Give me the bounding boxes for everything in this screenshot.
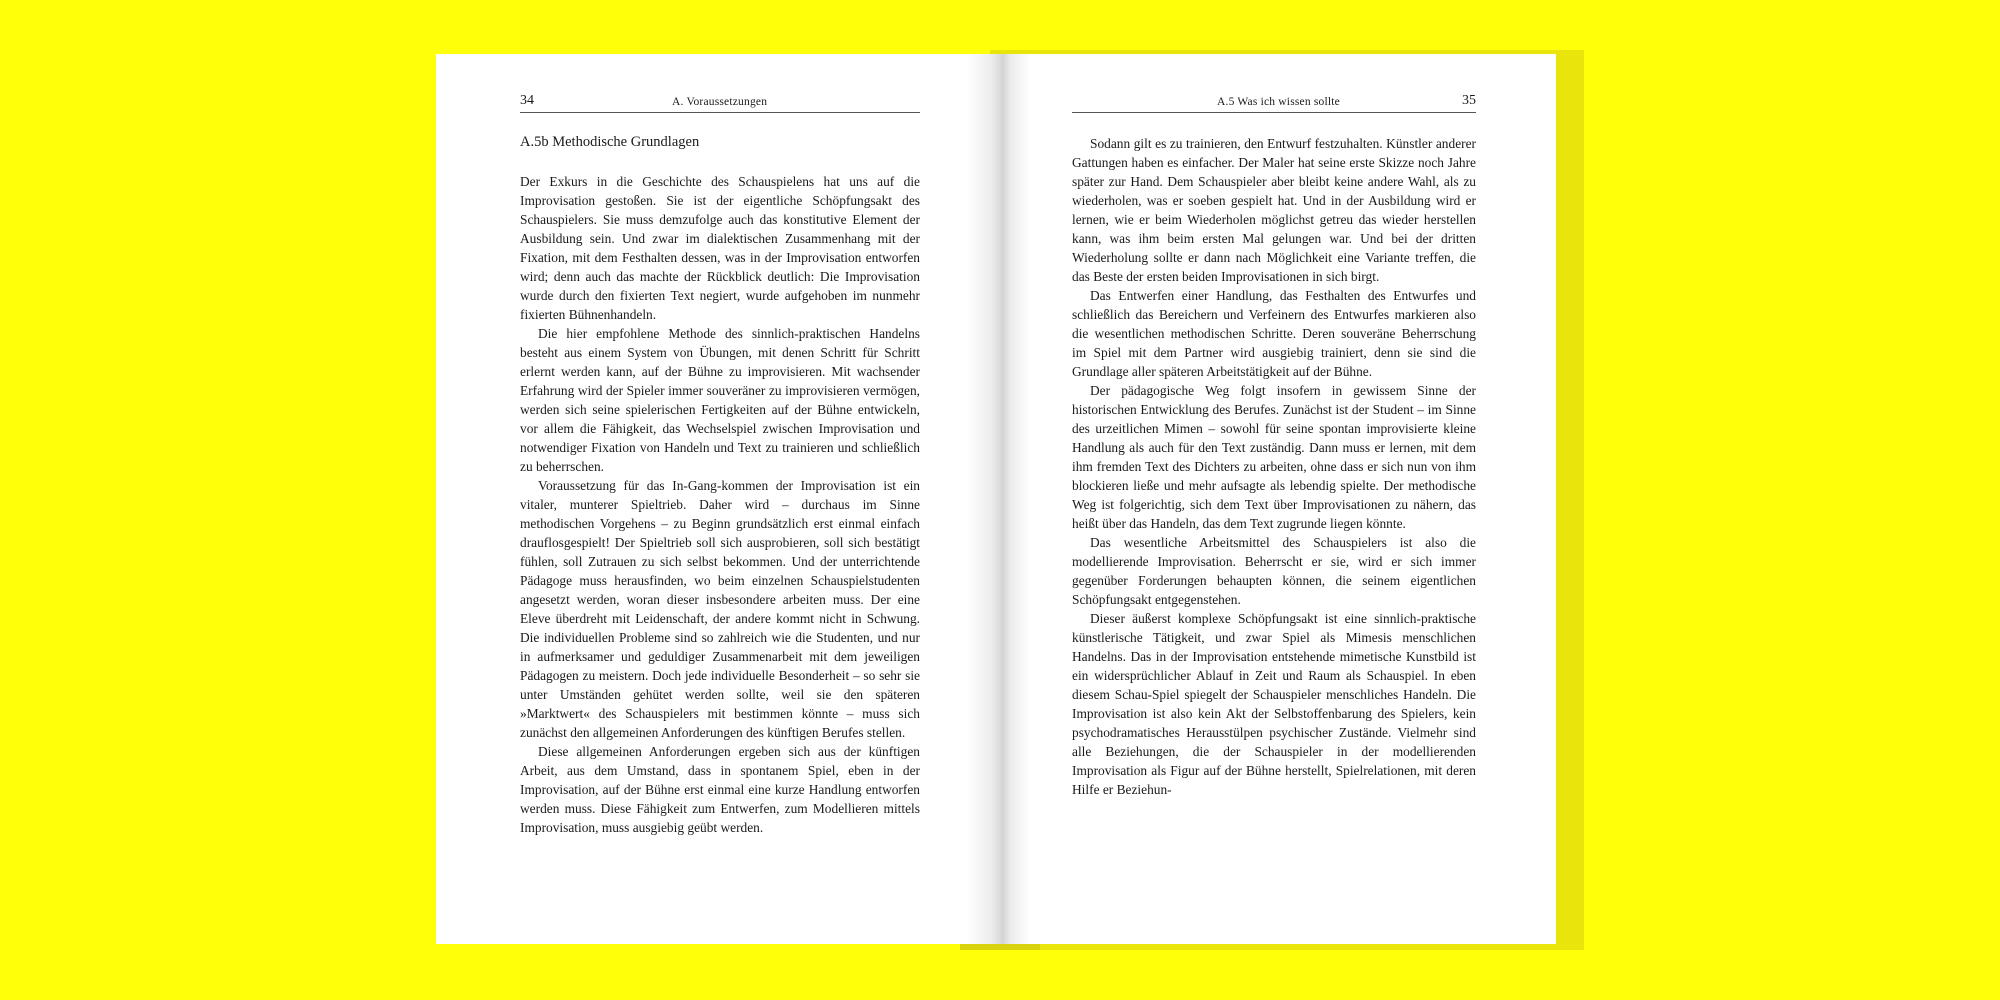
left-page-body [520, 172, 920, 837]
right-page [1002, 54, 1556, 944]
left-page [436, 54, 1002, 944]
paragraph: Dieser äußerst komplexe Schöpfungsakt ist eine sinnlich-praktische künstlerische Tätigkeit, und zwar Spiel als Mimesis menschlichen Handelns. Das in der Improvisation entstehende mimetische Kunstbild ist ein widersprüchlicher Ablauf in Zeit und Raum als Schauspiel. In eben diesem Schau-Spiel spiegelt der Schauspieler menschliches Handeln. Die Improvisation ist also kein Akt der Selbstoffenbarung des Spielers, kein psychodramatisches Herausstülpen psychischer Zustände. Vielmehr sind alle Beziehungen, die der Schauspieler in der modellierenden Improvisation als Figur auf der Bühne herstellt, Spielrelationen, mit deren Hilfe er Beziehun- [1072, 611, 1476, 797]
paragraph: Voraussetzung für das In-Gang-kommen der Improvisation ist ein vitaler, munterer Spieltrieb. Daher wird – durchaus im Sinne methodischen Vorgehens – zu Beginn grundsätzlich erst einmal einfach drauflosgespielt! Der Spieltrieb soll sich ausprobieren, soll sich bestätigt fühlen, soll Zutrauen zu sich selbst bekommen. Und der unterrichtende Pädagoge muss herausfinden, wo beim einzelnen Schauspielstudenten angesetzt werden, woran dieser insbesondere arbeiten muss. Der eine Eleve überdreht mit Leidenschaft, der andere kommt nicht in Schwung. Die individuellen Probleme sind so zahlreich wie die Studenten, und nur in aufmerksamer und geduldiger Zusammenarbeit mit dem jeweiligen Pädagogen zu meistern. Doch jede individuelle Besonderheit – so sehr sie unter Umständen gehütet werden sollte, weil sie den späteren »Marktwert« des Schauspielers mit bestimmen könnte – muss sich zunächst den allgemeinen Anforderungen des künftigen Berufes stellen. [520, 478, 920, 740]
paragraph: Diese allgemeinen Anforderungen ergeben sich aus der künftigen Arbeit, aus dem Umstand, dass in spontanem Spiel, eben in der Improvisation, auf der Bühne erst einmal eine kurze Handlung entworfen werden muss. Diese Fähigkeit zum Entwerfen, zum Modellieren mittels Improvisation, muss ausgiebig geübt werden. [520, 744, 920, 835]
right-page-body [1072, 134, 1476, 799]
paragraph: Der Exkurs in die Geschichte des Schauspielens hat uns auf die Improvisation gestoßen. Sie ist der eigentliche Schöpfungsakt des Schauspielers. Sie muss demzufolge auch das konstitutive Element der Ausbildung sein. Und zwar im dialektischen Zusammenhang mit der Fixation, mit dem Festhalten dessen, was in der Improvisation entworfen wird; denn auch das machte der Rückblick deutlich: Die Improvisation wurde durch den fixierten Text negiert, wurde aufgehoben im nunmehr fixierten Bühnenhandeln. [520, 174, 920, 322]
page-number-left: 34 [520, 93, 534, 108]
paragraph: Sodann gilt es zu trainieren, den Entwurf festzuhalten. Künstler anderer Gattungen haben es einfacher. Der Maler hat seine erste Skizze noch Jahre später zur Hand. Dem Schauspieler aber bleibt keine andere Wahl, als zu wiederholen, was er soeben gespielt hat. Und in der Ausbildung wird er lernen, wie er beim Wiederholen möglichst getreu das wieder herstellen kann, was ihm beim ersten Mal gelungen war. Und bei der dritten Wiederholung sollte er dann nach Möglichkeit eine Variante treffen, die das Beste der ersten beiden Improvisationen in sich birgt. [1072, 136, 1476, 284]
page-number-right: 35 [1462, 93, 1476, 108]
spine-shadow [960, 944, 1040, 950]
paragraph: Das Entwerfen einer Handlung, das Festhalten des Entwurfes und schließlich das Bereichern und Verfeinern des Entwurfes markieren also die wesentlichen methodischen Schritte. Deren souveräne Beherrschung im Spiel mit dem Partner wird ausgiebig trainiert, denn sie sind die Grundlage aller späteren Arbeitstätigkeit auf der Bühne. [1072, 288, 1476, 379]
gutter-shadow-left [966, 54, 1002, 944]
paragraph: Der pädagogische Weg folgt insofern in gewissem Sinne der historischen Entwicklung des Berufes. Zunächst ist der Student – im Sinne des urzeitlichen Mimen – sowohl für seine spontan improvisierte kleine Handlung als auch für den Text zuständig. Dann muss er lernen, mit dem ihm fremden Text des Dichters zu arbeiten, ohne dass er sich nun von ihm blockieren ließe und mehr aufsagte als lebendig spielte. Der methodische Weg ist folgerichtig, sich dem Text über Improvisationen zu nähern, das heißt über das Handeln, das dem Text zugrunde liegen könnte. [1072, 383, 1476, 531]
gutter-shadow-right [1002, 54, 1030, 944]
right-page-header [1072, 92, 1476, 113]
running-head-right: A.5 Was ich wissen sollte [1216, 96, 1340, 108]
paragraph: Die hier empfohlene Methode des sinnlich-praktischen Handelns besteht aus einem System von Übungen, mit denen Schritt für Schritt erlernt werden kann, auf der Bühne zu improvisieren. Mit wachsender Erfahrung wird der Spieler immer souveräner zu improvisieren vermögen, werden sich seine spielerischen Fertigkeiten auf der Bühne entwickeln, vor allem die Fähigkeit, das Wechselspiel zwischen Improvisation und notwendiger Fixation von Handeln und Text zu trainieren und schließlich zu beherrschen. [520, 326, 920, 474]
running-head-left: A. Voraussetzungen [672, 96, 768, 108]
paragraph: Das wesentliche Arbeitsmittel des Schauspielers ist also die modellierende Improvisation. Beherrscht er sie, wird er sich immer gegenüber Forderungen behaupten können, die seinem eigentlichen Schöpfungsakt entgegenstehen. [1072, 535, 1476, 607]
section-title: A.5b Methodische Grundlagen [520, 134, 700, 150]
left-page-header [520, 92, 920, 113]
